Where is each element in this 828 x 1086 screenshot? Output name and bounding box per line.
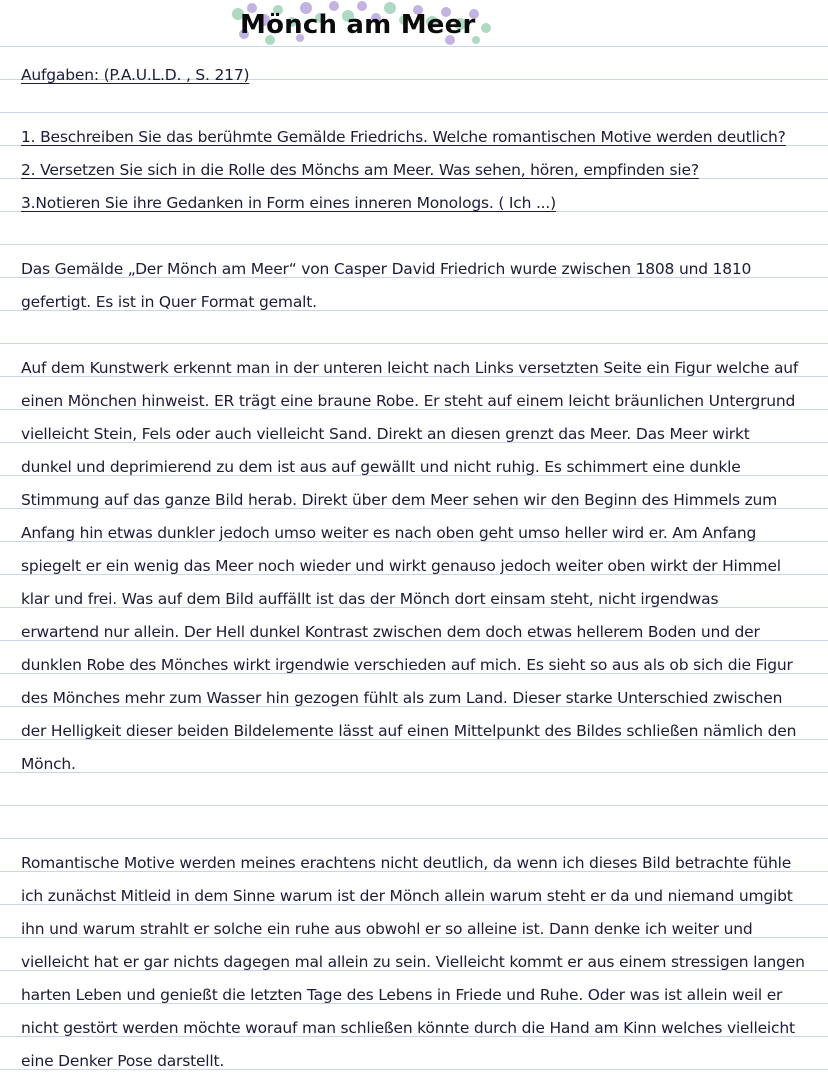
paragraph-line: gefertigt. Es ist in Quer Format gemalt. <box>21 293 317 311</box>
paragraph-line: erwartend nur allein. Der Hell dunkel Kontrast zwischen dem doch etwas hellerem Boden und der <box>21 623 760 641</box>
paragraph-line: der Helligkeit dieser beiden Bildelemente lässt auf einen Mittelpunkt des Bildes schließen nämlich den <box>21 722 797 740</box>
paragraph-line: Auf dem Kunstwerk erkennt man in der unteren leicht nach Links versetzten Seite ein Figur welche auf <box>21 359 799 377</box>
paragraph-line: Stimmung auf das ganze Bild herab. Direkt über dem Meer sehen wir den Beginn des Himmels zum <box>21 491 778 509</box>
paragraph-line: ich zunächst Mitleid in dem Sinne warum ist der Mönch allein warum steht er da und niemand umgibt <box>21 887 793 905</box>
task-item: 3.Notieren Sie ihre Gedanken in Form eines inneren Monologs. ( Ich ...) <box>21 194 556 212</box>
paragraph-line: Romantische Motive werden meines erachtens nicht deutlich, da wenn ich dieses Bild betrachte fühle <box>21 854 792 872</box>
paragraph-line: des Mönches mehr zum Wasser hin gezogen fühlt als zum Land. Dieser starke Unterschied zwischen <box>21 689 783 707</box>
paragraph-line: ihn und warum strahlt er solche ein ruhe aus obwohl er so alleine ist. Dann denke ich weiter und <box>21 920 753 938</box>
paragraph-line: klar und frei. Was auf dem Bild auffällt ist das der Mönch dort einsam steht, nicht irgendwas <box>21 590 719 608</box>
paragraph-line: eine Denker Pose darstellt. <box>21 1052 225 1070</box>
paragraph-line: Anfang hin etwas dunkler jedoch umso weiter es nach oben geht umso heller wird er. Am Anfang <box>21 524 757 542</box>
task-item: 2. Versetzen Sie sich in die Rolle des Mönchs am Meer. Was sehen, hören, empfinden sie? <box>21 161 699 179</box>
paragraph-line: spiegelt er ein wenig das Meer noch wieder und wirkt genauso jedoch weiter oben wirkt der Himmel <box>21 557 781 575</box>
paragraph-line: Mönch. <box>21 755 76 773</box>
paragraph-line: dunklen Robe des Mönches wirkt irgendwie verschieden auf mich. Es sieht so aus als ob sich die Figur <box>21 656 793 674</box>
paragraph-line: Das Gemälde „Der Mönch am Meer“ von Casper David Friedrich wurde zwischen 1808 und 1810 <box>21 260 752 278</box>
paragraph-line: harten Leben und genießt die letzten Tage des Lebens in Friede und Ruhe. Oder was ist allein weil er <box>21 986 783 1004</box>
task-item: 1. Beschreiben Sie das berühmte Gemälde Friedrichs. Welche romantischen Motive werden deutlich? <box>21 128 786 146</box>
page-title: Mönch am Meer <box>240 10 476 40</box>
title-block <box>220 0 510 52</box>
paragraph-line: dunkel und deprimierend zu dem ist aus auf gewällt und nicht ruhig. Es schimmert eine dunkle <box>21 458 741 476</box>
paragraph-line: vielleicht hat er gar nichts dagegen mal allein zu sein. Vielleicht kommt er aus einem stressigen langen <box>21 953 805 971</box>
tasks-heading: Aufgaben: (P.A.U.L.D. , S. 217) <box>21 66 250 84</box>
paragraph-line: nicht gestört werden möchte worauf man schließen könnte durch die Hand am Kinn welches vielleicht <box>21 1019 795 1037</box>
paragraph-line: einen Mönchen hinweist. ER trägt eine braune Robe. Er steht auf einem leicht bräunlichen Untergrund <box>21 392 796 410</box>
paragraph-line: vielleicht Stein, Fels oder auch vielleicht Sand. Direkt an diesen grenzt das Meer. Das Meer wirkt <box>21 425 750 443</box>
